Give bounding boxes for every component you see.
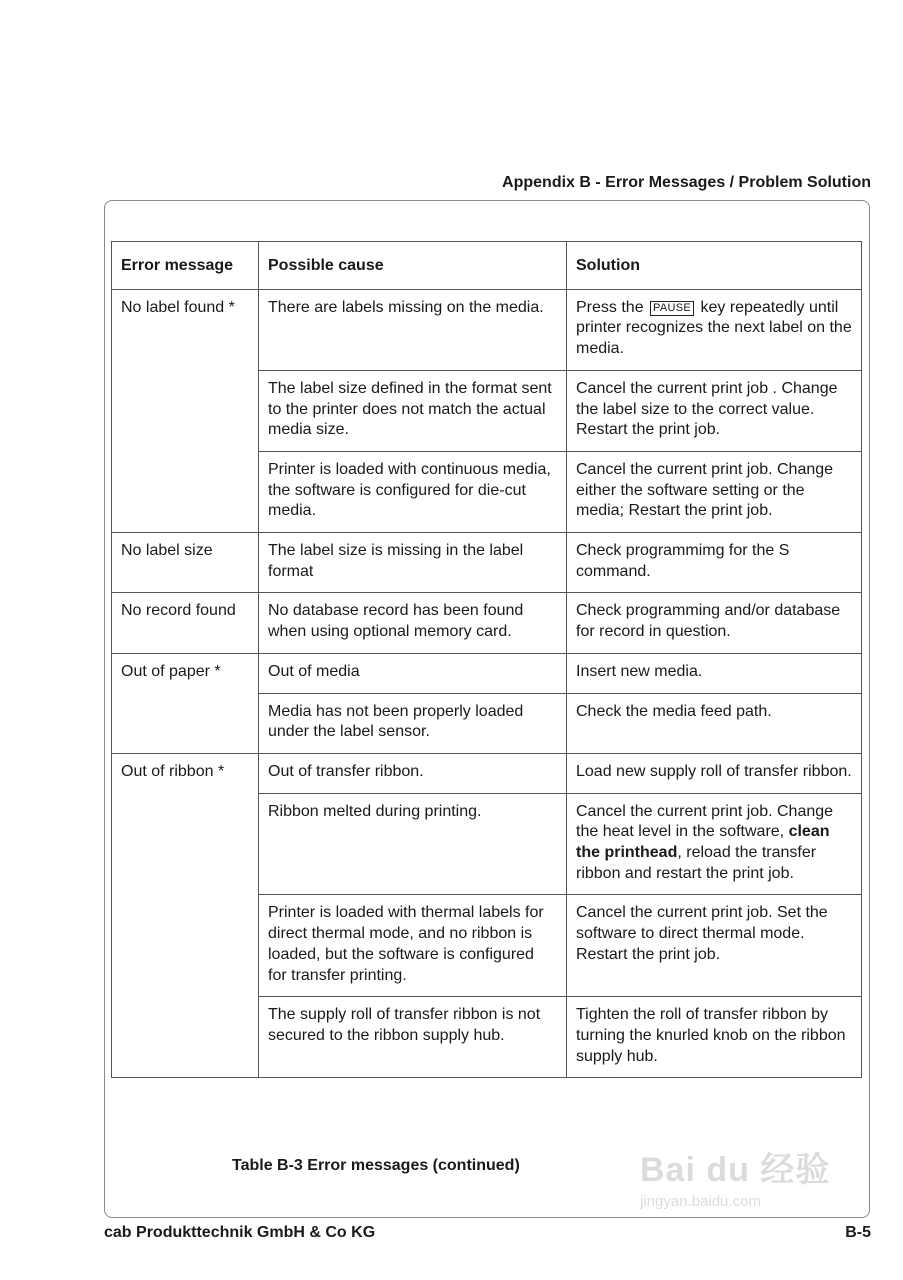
solution-cell: [567, 793, 862, 895]
solution-text: Cancel the current print job. Change the heat level in the software,: [576, 802, 834, 841]
cause-cell: The supply roll of transfer ribbon is not secured to the ribbon supply hub.: [259, 997, 567, 1078]
cause-cell: Printer is loaded with thermal labels for direct thermal mode, and no ribbon is loaded, but the software is configured for transfer printing.: [259, 895, 567, 997]
error-cell-out-of-paper: Out of paper *: [112, 653, 259, 753]
solution-cell: [567, 289, 862, 370]
solution-text: , reload the transfer ribbon and restart the print job.: [576, 844, 817, 882]
solution-cell: Cancel the current print job. Change either the software setting or the media; Restart the print job.: [567, 451, 862, 532]
column-header-error-message: Error message: [112, 242, 259, 290]
table-caption: Table B-3 Error messages (continued): [232, 1157, 520, 1174]
cause-cell: Ribbon melted during printing.: [259, 793, 567, 895]
watermark-url: jingyan.baidu.com: [640, 1193, 761, 1210]
solution-cell: Check programmimg for the S command.: [567, 533, 862, 593]
footer-page-number: B-5: [845, 1224, 871, 1241]
column-header-solution: Solution: [567, 242, 862, 290]
solution-text: key repeatedly until printer recognizes the next label on the media.: [576, 298, 852, 358]
cause-cell: Out of transfer ribbon.: [259, 753, 567, 793]
solution-cell: Insert new media.: [567, 653, 862, 693]
watermark-brand: Bai du 经验: [640, 1151, 831, 1189]
solution-text: Press the: [576, 298, 644, 316]
error-cell-out-of-ribbon: Out of ribbon *: [112, 753, 259, 1077]
error-cell-no-label-found: No label found *: [112, 289, 259, 532]
footer-company: cab Produkttechnik GmbH & Co KG: [104, 1224, 376, 1241]
table-row: [112, 753, 862, 793]
solution-cell: Check the media feed path.: [567, 693, 862, 753]
table-row: [112, 533, 862, 593]
cause-cell: Printer is loaded with continuous media, the software is configured for die-cut media.: [259, 451, 567, 532]
column-header-possible-cause: Possible cause: [259, 242, 567, 290]
page-header-title: Appendix B - Error Messages / Problem Solution: [502, 174, 871, 191]
solution-cell: Check programming and/or database for record in question.: [567, 593, 862, 653]
table-row: [112, 593, 862, 653]
solution-cell: Cancel the current print job . Change the label size to the correct value. Restart the print job.: [567, 370, 862, 451]
cause-cell: Out of media: [259, 653, 567, 693]
table-header-row: [112, 242, 862, 290]
cause-cell: Media has not been properly loaded under the label sensor.: [259, 693, 567, 753]
solution-cell: Cancel the current print job. Set the software to direct thermal mode. Restart the print job.: [567, 895, 862, 997]
error-messages-table: [111, 241, 862, 1078]
cause-cell: There are labels missing on the media.: [259, 289, 567, 370]
solution-emphasis: clean the printhead: [576, 823, 830, 862]
solution-cell: Load new supply roll of transfer ribbon.: [567, 753, 862, 793]
cause-cell: The label size is missing in the label format: [259, 533, 567, 593]
error-cell-no-record-found: No record found: [112, 593, 259, 653]
error-cell-no-label-size: No label size: [112, 533, 259, 593]
table-row: [112, 653, 862, 693]
cause-cell: No database record has been found when using optional memory card.: [259, 593, 567, 653]
solution-cell: Tighten the roll of transfer ribbon by turning the knurled knob on the ribbon supply hub.: [567, 997, 862, 1078]
cause-cell: The label size defined in the format sent to the printer does not match the actual media size.: [259, 370, 567, 451]
pause-key-label: PAUSE: [650, 301, 694, 316]
table-row: [112, 289, 862, 370]
